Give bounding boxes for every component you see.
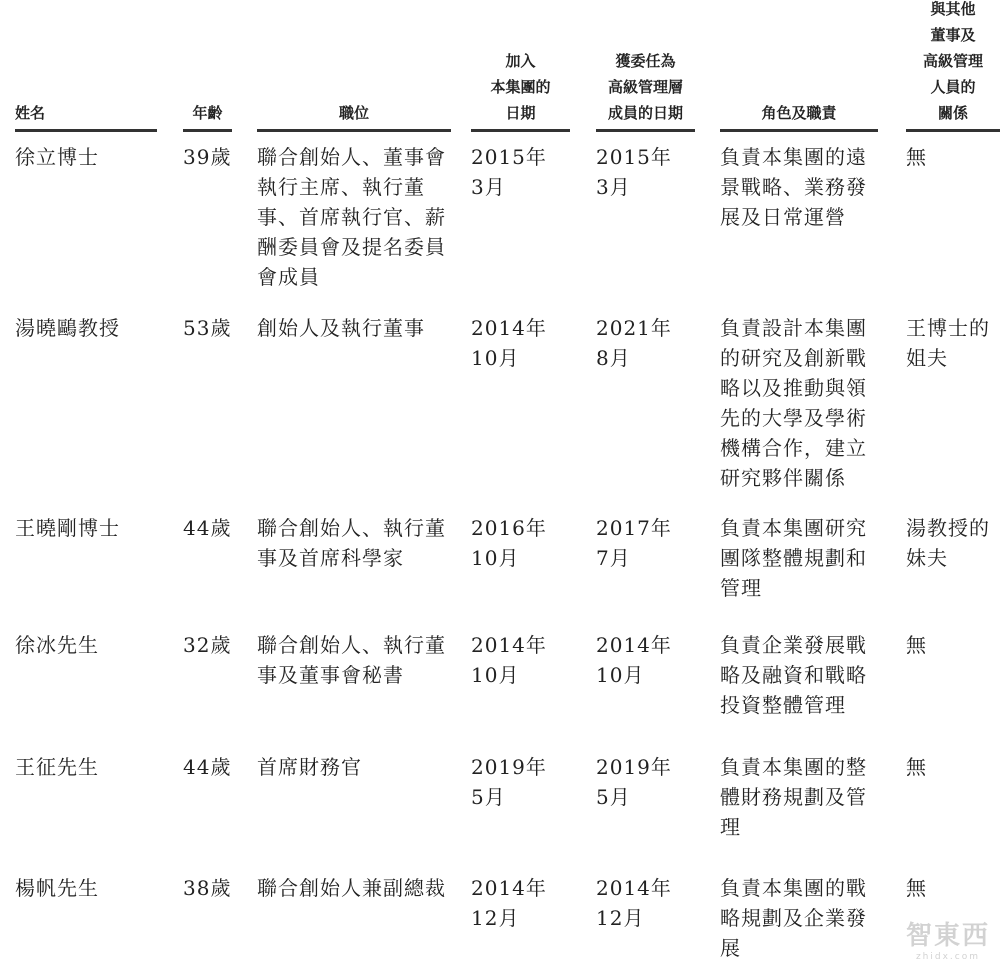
cell-relation <box>906 630 927 660</box>
header-rule <box>471 129 570 132</box>
header-line: 高級管理 <box>922 52 983 70</box>
cell-role <box>720 313 867 493</box>
cell-age <box>183 313 231 343</box>
cell-line: 執行主席、執行董 <box>257 175 425 199</box>
cell-line: 妹夫 <box>906 546 948 570</box>
cell-line: 44歲 <box>183 516 232 540</box>
cell-line: 10月 <box>471 546 520 570</box>
cell-line: 徐立博士 <box>15 145 99 169</box>
cell-line: 2016年 <box>471 516 547 540</box>
cell-line: 負責本集團研究 <box>720 516 867 540</box>
cell-line: 創始人及執行董事 <box>257 316 425 340</box>
cell-line: 王征先生 <box>15 755 99 779</box>
cell-line: 略及融資和戰略 <box>720 663 867 687</box>
cell-line: 略以及推動與領 <box>720 376 867 400</box>
cell-age <box>183 513 231 543</box>
header-appoint-date <box>596 48 695 126</box>
header-line: 人員的 <box>930 78 976 96</box>
cell-join-date <box>471 630 547 690</box>
cell-appoint-date <box>596 513 672 573</box>
cell-join-date <box>471 513 547 573</box>
cell-relation <box>906 873 927 903</box>
cell-line: 負責設計本集團 <box>720 316 867 340</box>
cell-line: 39歲 <box>183 145 232 169</box>
cell-line: 53歲 <box>183 316 232 340</box>
cell-name <box>15 873 99 903</box>
cell-line: 展 <box>720 936 741 960</box>
cell-line: 聯合創始人、董事會 <box>257 145 446 169</box>
cell-line: 8月 <box>596 346 631 370</box>
cell-name <box>15 313 120 343</box>
cell-line: 無 <box>906 633 927 657</box>
cell-role <box>720 873 867 963</box>
cell-appoint-date <box>596 752 672 812</box>
cell-position <box>257 873 446 903</box>
cell-line: 景戰略、業務發 <box>720 175 867 199</box>
cell-line: 2017年 <box>596 516 672 540</box>
cell-role <box>720 752 867 842</box>
cell-line: 的研究及創新戰 <box>720 346 867 370</box>
cell-name <box>15 142 99 172</box>
cell-join-date <box>471 873 547 933</box>
header-rule <box>906 129 1000 132</box>
watermark-subtitle: zhidx.com <box>915 952 981 962</box>
cell-line: 5月 <box>596 785 631 809</box>
cell-line: 事及首席科學家 <box>257 546 404 570</box>
header-role <box>720 100 878 126</box>
cell-line: 姐夫 <box>906 346 948 370</box>
cell-role <box>720 142 867 232</box>
cell-line: 會成員 <box>257 265 320 289</box>
cell-age <box>183 630 231 660</box>
cell-line: 徐冰先生 <box>15 633 99 657</box>
cell-line: 酬委員會及提名委員 <box>257 235 446 259</box>
header-line: 職位 <box>338 104 369 122</box>
header-rule <box>596 129 695 132</box>
cell-line: 聯合創始人、執行董 <box>257 516 446 540</box>
cell-line: 展及日常運營 <box>720 205 846 229</box>
cell-join-date <box>471 313 547 373</box>
header-line: 成員的日期 <box>607 104 683 122</box>
cell-line: 2014年 <box>471 876 547 900</box>
cell-line: 2015年 <box>596 145 672 169</box>
cell-line: 略規劃及企業發 <box>720 906 867 930</box>
header-age <box>183 100 232 126</box>
cell-line: 2014年 <box>596 876 672 900</box>
cell-role <box>720 513 867 603</box>
cell-join-date <box>471 752 547 812</box>
cell-line: 管理 <box>720 576 762 600</box>
cell-name <box>15 630 99 660</box>
cell-line: 團隊整體規劃和 <box>720 546 867 570</box>
cell-line: 負責企業發展戰 <box>720 633 867 657</box>
header-line: 加入 <box>505 52 536 70</box>
header-line: 董事及 <box>930 26 976 44</box>
cell-line: 10月 <box>471 663 520 687</box>
cell-line: 2015年 <box>471 145 547 169</box>
header-line: 年齡 <box>192 104 223 122</box>
cell-line: 湯教授的 <box>906 516 990 540</box>
cell-line: 投資整體管理 <box>720 693 846 717</box>
cell-age <box>183 752 231 782</box>
cell-line: 2014年 <box>471 316 547 340</box>
cell-name <box>15 513 120 543</box>
cell-line: 3月 <box>471 175 506 199</box>
cell-line: 負責本集團的戰 <box>720 876 867 900</box>
header-line: 日期 <box>505 104 536 122</box>
cell-line: 湯曉鷗教授 <box>15 316 120 340</box>
cell-appoint-date <box>596 873 672 933</box>
header-rule <box>183 129 232 132</box>
header-join-date <box>471 48 570 126</box>
cell-position <box>257 630 446 690</box>
cell-line: 2019年 <box>471 755 547 779</box>
header-rule <box>15 129 157 132</box>
cell-line: 7月 <box>596 546 631 570</box>
cell-line: 負責本集團的遠 <box>720 145 867 169</box>
cell-line: 2014年 <box>596 633 672 657</box>
cell-line: 32歲 <box>183 633 232 657</box>
cell-relation <box>906 142 927 172</box>
cell-relation <box>906 513 990 573</box>
cell-line: 聯合創始人、執行董 <box>257 633 446 657</box>
header-line: 本集團的 <box>490 78 551 96</box>
cell-line: 無 <box>906 876 927 900</box>
cell-role <box>720 630 867 720</box>
header-line: 姓名 <box>15 104 46 122</box>
header-line: 關係 <box>937 104 968 122</box>
watermark <box>906 915 990 962</box>
cell-line: 體財務規劃及管 <box>720 785 867 809</box>
cell-line: 聯合創始人兼副總裁 <box>257 876 446 900</box>
cell-line: 事、首席執行官、薪 <box>257 205 446 229</box>
cell-line: 38歲 <box>183 876 232 900</box>
cell-line: 先的大學及學術 <box>720 406 867 430</box>
cell-position <box>257 142 446 292</box>
cell-line: 研究夥伴關係 <box>720 466 846 490</box>
cell-appoint-date <box>596 142 672 202</box>
cell-line: 機構合作，建立 <box>720 436 867 460</box>
header-line: 與其他 <box>930 0 976 18</box>
cell-line: 12月 <box>471 906 520 930</box>
cell-line: 12月 <box>596 906 645 930</box>
cell-line: 事及董事會秘書 <box>257 663 404 687</box>
cell-appoint-date <box>596 630 672 690</box>
header-name <box>15 100 157 126</box>
header-line: 角色及職責 <box>761 104 837 122</box>
cell-line: 負責本集團的整 <box>720 755 867 779</box>
header-rule <box>720 129 878 132</box>
cell-position <box>257 313 425 343</box>
cell-join-date <box>471 142 547 202</box>
cell-line: 首席財務官 <box>257 755 362 779</box>
cell-line: 王曉剛博士 <box>15 516 120 540</box>
header-position <box>257 100 451 126</box>
cell-line: 王博士的 <box>906 316 990 340</box>
cell-position <box>257 513 446 573</box>
cell-appoint-date <box>596 313 672 373</box>
header-rule <box>257 129 451 132</box>
cell-line: 楊帆先生 <box>15 876 99 900</box>
cell-line: 無 <box>906 145 927 169</box>
header-relation <box>906 0 1000 126</box>
header-line: 高級管理層 <box>607 78 683 96</box>
cell-line: 3月 <box>596 175 631 199</box>
cell-relation <box>906 313 990 373</box>
cell-line: 5月 <box>471 785 506 809</box>
cell-position <box>257 752 362 782</box>
cell-age <box>183 142 231 172</box>
cell-line: 無 <box>906 755 927 779</box>
cell-age <box>183 873 231 903</box>
cell-line: 2021年 <box>596 316 672 340</box>
cell-line: 2019年 <box>596 755 672 779</box>
cell-relation <box>906 752 927 782</box>
cell-line: 理 <box>720 815 741 839</box>
cell-line: 10月 <box>471 346 520 370</box>
cell-line: 44歲 <box>183 755 232 779</box>
cell-name <box>15 752 99 782</box>
cell-line: 2014年 <box>471 633 547 657</box>
watermark-title: 智東西 <box>905 921 990 951</box>
header-line: 獲委任為 <box>615 52 676 70</box>
cell-line: 10月 <box>596 663 645 687</box>
